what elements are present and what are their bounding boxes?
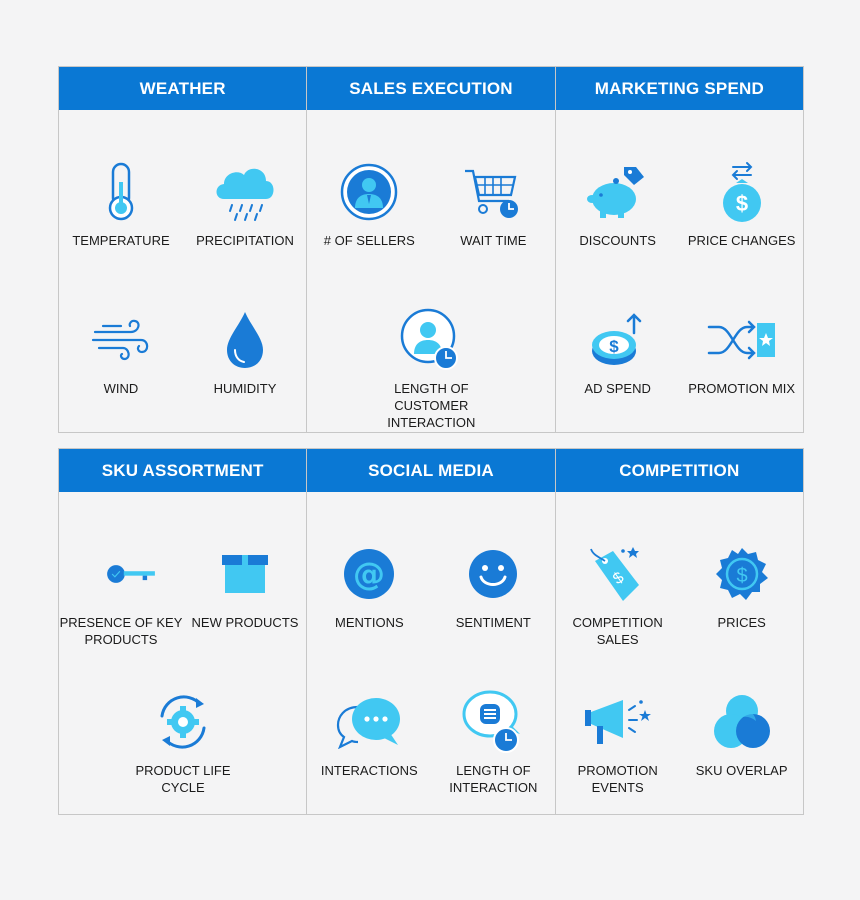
piggy-bank-icon <box>583 158 653 226</box>
item-presence-key-products <box>59 540 183 648</box>
item-humidity <box>183 306 307 397</box>
item-label: DISCOUNTS <box>579 233 656 248</box>
price-tag-icon <box>583 540 653 608</box>
item-label: PRECIPITATION <box>196 233 294 248</box>
item-sku-overlap <box>680 688 804 779</box>
item-label: LENGTH OF INTERACTION <box>449 763 538 795</box>
item-num-sellers <box>307 158 431 249</box>
panel-body <box>556 110 803 432</box>
item-label: TEMPERATURE <box>72 233 170 248</box>
panel-header: MARKETING SPEND <box>556 67 803 110</box>
item-label: LENGTH OF CUSTOMER INTERACTION <box>387 381 476 430</box>
svg-text:$: $ <box>735 191 748 216</box>
panel-sales-execution <box>306 67 554 432</box>
item-promotion-events <box>556 688 680 796</box>
item-wind <box>59 306 183 397</box>
rain-cloud-icon <box>210 158 280 226</box>
panel-body <box>59 492 306 814</box>
svg-text:$: $ <box>736 565 748 587</box>
item-label: NEW PRODUCTS <box>191 615 299 630</box>
thermometer-icon <box>86 158 156 226</box>
item-discounts <box>556 158 680 249</box>
svg-text:$: $ <box>608 337 619 356</box>
money-bag-icon <box>707 158 777 226</box>
item-label: PRICES <box>717 615 766 630</box>
item-new-products <box>183 540 307 631</box>
water-drop-icon <box>210 306 280 374</box>
panel-sku-assortment <box>59 449 306 814</box>
item-length-of-interaction <box>431 688 555 796</box>
panel-body <box>59 110 306 432</box>
overlap-circles-icon <box>707 688 777 756</box>
item-label: COMPETITION SALES <box>572 615 663 647</box>
chat-bubbles-icon <box>334 688 404 756</box>
svg-text:@: @ <box>353 555 386 593</box>
item-label: # OF SELLERS <box>323 233 415 248</box>
seller-avatar-icon <box>334 158 404 226</box>
panel-marketing-spend <box>555 67 803 432</box>
panel-body <box>307 492 554 814</box>
item-promotion-mix <box>680 306 804 397</box>
wind-icon <box>86 306 156 374</box>
key-icon <box>86 540 156 608</box>
item-length-customer-interaction <box>369 306 493 431</box>
item-sentiment <box>431 540 555 631</box>
item-prices <box>680 540 804 631</box>
panel-header: COMPETITION <box>556 449 803 492</box>
megaphone-icon <box>583 688 653 756</box>
item-price-changes <box>680 158 804 249</box>
item-label: PRICE CHANGES <box>687 233 796 248</box>
item-precipitation <box>183 158 307 249</box>
item-product-life-cycle <box>121 688 245 796</box>
item-label: SENTIMENT <box>455 615 531 630</box>
person-clock-icon <box>396 306 466 374</box>
item-competition-sales <box>556 540 680 648</box>
item-ad-spend <box>556 306 680 397</box>
dollar-badge-icon <box>707 540 777 608</box>
chat-clock-icon <box>458 688 528 756</box>
panel-body <box>307 110 554 432</box>
gear-cycle-icon <box>148 688 218 756</box>
item-label: PRESENCE OF KEY PRODUCTS <box>59 615 183 647</box>
item-label: AD SPEND <box>584 381 651 396</box>
smiley-icon <box>458 540 528 608</box>
panel-row-bottom <box>58 448 804 815</box>
item-temperature <box>59 158 183 249</box>
panel-header: SOCIAL MEDIA <box>307 449 554 492</box>
item-label: PROMOTION MIX <box>688 381 796 396</box>
item-interactions <box>307 688 431 779</box>
item-mentions <box>307 540 431 631</box>
panel-social-media <box>306 449 554 814</box>
panel-competition <box>555 449 803 814</box>
panel-header: SALES EXECUTION <box>307 67 554 110</box>
item-wait-time <box>431 158 555 249</box>
panel-weather <box>59 67 306 432</box>
item-label: PRODUCT LIFE CYCLE <box>135 763 231 795</box>
panel-row-top <box>58 66 804 433</box>
item-label: MENTIONS <box>335 615 404 630</box>
item-label: SKU OVERLAP <box>695 763 788 778</box>
panel-header: SKU ASSORTMENT <box>59 449 306 492</box>
coin-stack-icon <box>583 306 653 374</box>
item-label: HUMIDITY <box>213 381 277 396</box>
item-label: INTERACTIONS <box>320 763 418 778</box>
panel-header: WEATHER <box>59 67 306 110</box>
panel-body <box>556 492 803 814</box>
at-sign-icon <box>334 540 404 608</box>
cart-clock-icon <box>458 158 528 226</box>
box-icon <box>210 540 280 608</box>
item-label: WIND <box>103 381 139 396</box>
svg-text:$: $ <box>609 569 627 589</box>
item-label: PROMOTION EVENTS <box>577 763 658 795</box>
item-label: WAIT TIME <box>460 233 527 248</box>
shuffle-icon <box>707 306 777 374</box>
